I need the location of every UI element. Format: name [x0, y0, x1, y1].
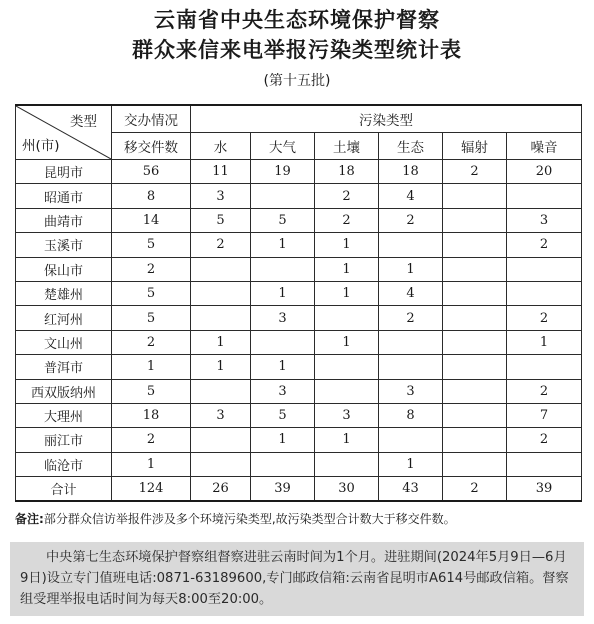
region-name-cell: 文山州 — [16, 330, 112, 354]
value-cell: 3 — [315, 403, 379, 427]
value-cell: 4 — [379, 281, 443, 305]
value-cell: 5 — [112, 281, 191, 305]
footnote-text: 部分群众信访举报件涉及多个环境污染类型,故污染类型合计数大于移交件数。 — [43, 512, 456, 526]
value-cell: 1 — [379, 452, 443, 476]
value-cell: 20 — [507, 160, 582, 184]
value-cell: 1 — [315, 257, 379, 281]
value-cell — [507, 281, 582, 305]
value-cell — [507, 257, 582, 281]
corner-header-cell — [16, 105, 112, 160]
value-cell: 2 — [507, 233, 582, 257]
region-name-cell: 普洱市 — [16, 355, 112, 379]
region-name-cell: 昭通市 — [16, 184, 112, 208]
value-cell — [507, 355, 582, 379]
title-line-2: 群众来信来电举报污染类型统计表 — [132, 38, 462, 62]
table-row — [16, 355, 582, 379]
value-cell: 43 — [379, 477, 443, 502]
value-cell: 3 — [251, 306, 315, 330]
region-name-cell: 西双版纳州 — [16, 379, 112, 403]
value-cell: 26 — [191, 477, 251, 502]
value-cell: 30 — [315, 477, 379, 502]
pollution-group-header: 污染类型 — [191, 105, 582, 133]
table-row — [16, 281, 582, 305]
value-cell — [315, 452, 379, 476]
region-name-cell: 丽江市 — [16, 428, 112, 452]
value-cell — [251, 184, 315, 208]
value-cell: 3 — [507, 208, 582, 232]
value-cell — [379, 330, 443, 354]
value-cell: 8 — [112, 184, 191, 208]
table-row — [16, 379, 582, 403]
value-cell: 11 — [191, 160, 251, 184]
value-cell: 2 — [379, 306, 443, 330]
value-cell: 1 — [191, 355, 251, 379]
handover-group-header: 交办情况 — [112, 105, 191, 133]
value-cell: 5 — [112, 233, 191, 257]
value-cell: 2 — [112, 428, 191, 452]
value-cell: 5 — [251, 208, 315, 232]
table-row — [16, 257, 582, 281]
value-cell: 1 — [251, 281, 315, 305]
value-cell: 18 — [379, 160, 443, 184]
value-cell: 18 — [315, 160, 379, 184]
value-cell — [443, 208, 507, 232]
table-row — [16, 330, 582, 354]
value-cell: 19 — [251, 160, 315, 184]
region-name-cell: 玉溪市 — [16, 233, 112, 257]
col-header-noise: 噪音 — [507, 133, 582, 160]
value-cell: 1 — [251, 233, 315, 257]
region-name-cell: 红河州 — [16, 306, 112, 330]
value-cell: 3 — [191, 403, 251, 427]
value-cell: 4 — [379, 184, 443, 208]
value-cell — [251, 452, 315, 476]
value-cell: 2 — [507, 306, 582, 330]
value-cell — [507, 184, 582, 208]
value-cell: 1 — [315, 330, 379, 354]
value-cell — [191, 452, 251, 476]
value-cell: 5 — [112, 379, 191, 403]
value-cell — [191, 306, 251, 330]
value-cell: 18 — [112, 403, 191, 427]
total-row — [16, 477, 582, 502]
footnote — [15, 510, 585, 527]
info-box — [10, 542, 584, 616]
value-cell — [443, 452, 507, 476]
value-cell — [443, 428, 507, 452]
value-cell — [379, 355, 443, 379]
region-name-cell: 合计 — [16, 477, 112, 502]
value-cell: 5 — [251, 403, 315, 427]
value-cell: 2 — [507, 428, 582, 452]
value-cell: 2 — [112, 257, 191, 281]
table-row — [16, 233, 582, 257]
table-row — [16, 452, 582, 476]
value-cell: 1 — [112, 355, 191, 379]
value-cell — [443, 403, 507, 427]
table-row — [16, 208, 582, 232]
value-cell: 1 — [507, 330, 582, 354]
value-cell: 2 — [443, 160, 507, 184]
corner-state-label: 州(市) — [22, 138, 60, 154]
col-header-ecology: 生态 — [379, 133, 443, 160]
col-header-water: 水 — [191, 133, 251, 160]
corner-type-label: 类型 — [70, 114, 97, 130]
value-cell: 8 — [379, 403, 443, 427]
col-header-air: 大气 — [251, 133, 315, 160]
value-cell: 2 — [507, 379, 582, 403]
value-cell — [315, 306, 379, 330]
value-cell: 1 — [315, 233, 379, 257]
value-cell — [443, 257, 507, 281]
value-cell: 2 — [112, 330, 191, 354]
statistics-table — [15, 104, 582, 502]
value-cell — [315, 379, 379, 403]
value-cell: 2 — [379, 208, 443, 232]
value-cell: 3 — [379, 379, 443, 403]
value-cell — [443, 233, 507, 257]
header-row-1 — [16, 105, 582, 133]
value-cell: 5 — [112, 306, 191, 330]
value-cell: 1 — [191, 330, 251, 354]
region-name-cell: 保山市 — [16, 257, 112, 281]
value-cell: 1 — [112, 452, 191, 476]
value-cell: 1 — [315, 428, 379, 452]
title-line-1: 云南省中央生态环境保护督察 — [154, 8, 440, 32]
value-cell — [379, 233, 443, 257]
value-cell — [191, 257, 251, 281]
value-cell: 1 — [251, 428, 315, 452]
table-row — [16, 306, 582, 330]
region-name-cell: 昆明市 — [16, 160, 112, 184]
value-cell — [191, 379, 251, 403]
value-cell: 2 — [191, 233, 251, 257]
table-row — [16, 403, 582, 427]
region-name-cell: 大理州 — [16, 403, 112, 427]
region-name-cell: 楚雄州 — [16, 281, 112, 305]
value-cell — [379, 428, 443, 452]
value-cell: 3 — [191, 184, 251, 208]
value-cell — [251, 330, 315, 354]
value-cell: 2 — [315, 208, 379, 232]
value-cell: 124 — [112, 477, 191, 502]
value-cell — [315, 355, 379, 379]
value-cell: 5 — [191, 208, 251, 232]
col-header-handover-count: 移交件数 — [112, 133, 191, 160]
value-cell: 56 — [112, 160, 191, 184]
info-text: 中央第七生态环境保护督察组督察进驻云南时间为1个月。进驻期间(2024年5月9日—6月9日)设立专门值班电话:0871-63189600,专门邮政信箱:云南省昆明市A614号邮政信箱。督察组受理举报电话时间为每天8:00至20:00。 — [20, 550, 569, 607]
value-cell — [191, 428, 251, 452]
value-cell — [443, 355, 507, 379]
value-cell: 39 — [251, 477, 315, 502]
value-cell — [443, 330, 507, 354]
value-cell: 14 — [112, 208, 191, 232]
batch-label: (第十五批) — [263, 73, 331, 89]
value-cell — [443, 184, 507, 208]
footnote-label: 备注: — [15, 512, 44, 526]
region-name-cell: 曲靖市 — [16, 208, 112, 232]
value-cell — [507, 452, 582, 476]
value-cell: 3 — [251, 379, 315, 403]
value-cell — [191, 281, 251, 305]
value-cell: 39 — [507, 477, 582, 502]
value-cell — [251, 257, 315, 281]
value-cell: 1 — [315, 281, 379, 305]
value-cell — [443, 379, 507, 403]
table-row — [16, 160, 582, 184]
value-cell: 2 — [443, 477, 507, 502]
value-cell — [443, 281, 507, 305]
table-row — [16, 184, 582, 208]
col-header-radiation: 辐射 — [443, 133, 507, 160]
value-cell: 7 — [507, 403, 582, 427]
table-row — [16, 428, 582, 452]
value-cell: 2 — [315, 184, 379, 208]
col-header-soil: 土壤 — [315, 133, 379, 160]
value-cell: 1 — [379, 257, 443, 281]
value-cell: 1 — [251, 355, 315, 379]
value-cell — [443, 306, 507, 330]
region-name-cell: 临沧市 — [16, 452, 112, 476]
